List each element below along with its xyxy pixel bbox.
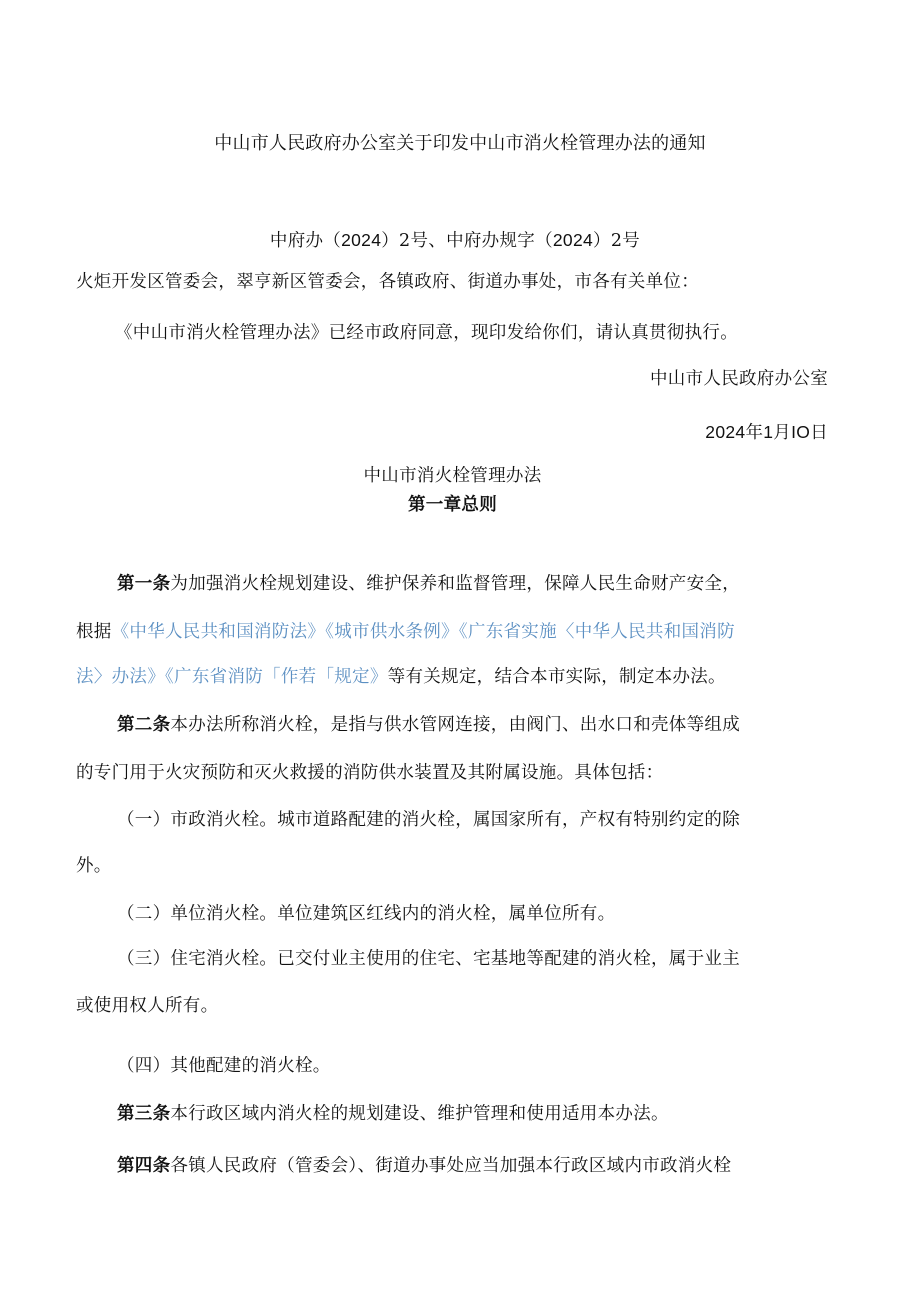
article-4-label: 第四条 [117,1156,171,1176]
issuer: 中山市人民政府办公室 [650,369,828,389]
article-3-label: 第三条 [117,1104,171,1124]
article-1-line-3 [76,666,726,688]
article-2-line-1 [117,714,740,736]
article-1-text-2: 根据 [76,622,112,642]
article-2-label: 第二条 [117,715,171,735]
item-3-line-1: （三）住宅消火栓。已交付业主使用的住宅、宅基地等配建的消火栓，属于业主 [117,949,740,969]
article-1-text-1: 为加强消火栓规划建设、维护保养和监督管理，保障人民生命财产安全， [170,574,741,594]
law-citation-link[interactable]: 《中华人民共和国消防法》《城市供水条例》《广东省实施〈中华人民共和国消防 [111,622,735,642]
article-4-text: 各镇人民政府（管委会）、街道办事处应当加强本行政区域内市政消火栓 [170,1156,732,1176]
article-3-text: 本行政区域内消火栓的规划建设、维护管理和使用适用本办法。 [170,1104,669,1124]
item-3-line-2: 或使用权人所有。 [76,996,219,1016]
article-4 [117,1155,731,1177]
law-citation-link-cont[interactable]: 法〉办法》《广东省消防「作若「规定》 [76,667,388,687]
document-number [0,229,910,252]
doc-no-part-b: ）2号、中府办规字（ [381,231,553,251]
notice-title: 中山市人民政府办公室关于印发中山市消火栓管理办法的通知 [214,133,706,154]
item-2: （二）单位消火栓。单位建筑区红线内的消火栓，属单位所有。 [117,904,616,924]
doc-no-year-a: 2024 [341,230,382,250]
doc-no-part-a: 中府办（ [269,231,342,251]
chapter-heading: 第一章总则 [408,495,497,515]
measures-title: 中山市消火栓管理办法 [363,466,542,486]
date-month-char: 月 [773,423,792,443]
date-day: IO [791,422,811,442]
article-1-line-2 [76,621,735,643]
article-3 [117,1103,669,1125]
item-4: （四）其他配建的消火栓。 [117,1056,331,1076]
date-year: 2024 [705,422,746,442]
date-month: 1 [763,422,774,442]
doc-no-year-b: 2024 [552,230,594,250]
item-1-line-2: 外。 [76,856,112,876]
doc-no-part-c: ）2号 [593,231,641,251]
article-1-label: 第一条 [117,574,171,594]
item-1-line-1: （一）市政消火栓。城市道路配建的消火栓，属国家所有，产权有特别约定的除 [117,810,740,830]
article-1-line-1 [117,573,740,595]
article-2-line-2: 的专门用于火灾预防和灭火救援的消防供水装置及其附属设施。具体包括： [76,763,664,783]
issue-date [705,421,828,444]
article-1-text-3: 等有关规定，结合本市实际，制定本办法。 [387,667,726,687]
article-2-text-1: 本办法所称消火栓，是指与供水管网连接，由阀门、出水口和壳体等组成 [170,715,741,735]
addressee: 火炬开发区管委会，翠亨新区管委会，各镇政府、街道办事处，市各有关单位： [76,272,699,292]
notice-body: 《中山市消火栓管理办法》已经市政府同意，现印发给你们，请认真贯彻执行。 [115,323,738,343]
date-day-char: 日 [810,423,828,443]
date-year-char: 年 [745,423,764,443]
